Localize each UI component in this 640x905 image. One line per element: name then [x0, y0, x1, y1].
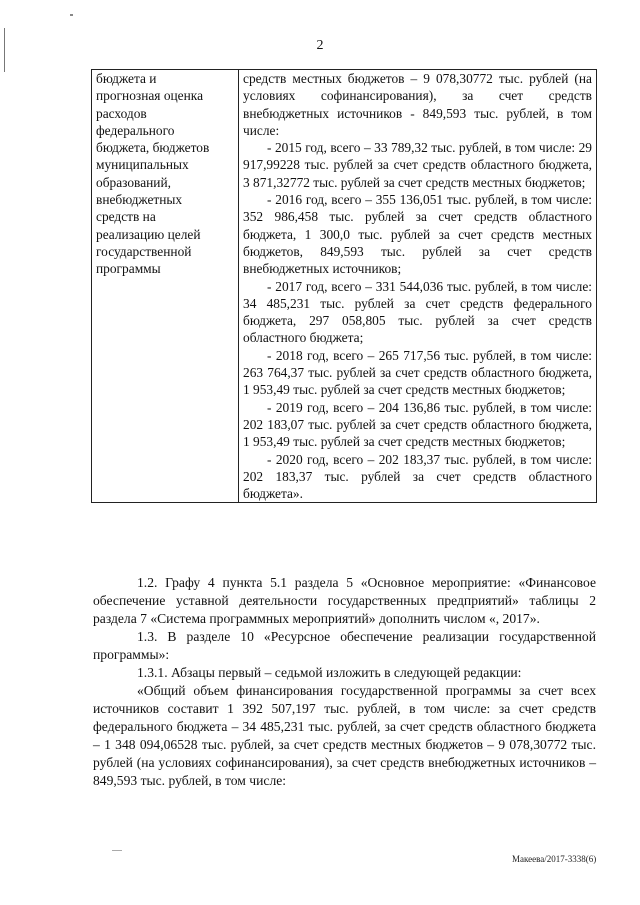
label-line: муниципальных [96, 157, 189, 173]
label-line: государственной [96, 243, 192, 259]
funding-sources-text: средств местных бюджетов – 9 078,30772 тыс. рублей (на условиях софинансирования), за счет средств внебюджетных источников - 849,593 тыс. рублей, в том числе: [243, 71, 592, 138]
label-line: внебюджетных [96, 192, 183, 208]
funding-year-2019: - 2019 год, всего – 204 136,86 тыс. рублей, в том числе: 202 183,07 тыс. рублей за счет средств областного бюджета, 1 953,49 тыс. рублей за счет средств местных бюджетов; [243, 399, 592, 450]
funding-year-2020: - 2020 год, всего – 202 183,37 тыс. рублей, в том числе: 202 183,37 тыс. рублей за счет средств областного бюджета». [243, 451, 592, 502]
funding-year-2016: - 2016 год, всего – 355 136,051 тыс. рублей, в том числе: 352 986,458 тыс. рублей за счет средств областного бюджета, 1 300,0 тыс. рублей за счет средств местных бюджетов, 849,593 тыс. рублей за счет средств внебюджетных источников; [243, 192, 592, 277]
paragraph-1-3-1: 1.3.1. Абзацы первый – седьмой изложить в следующей редакции: [137, 665, 522, 680]
paragraph-total-funding: «Общий объем финансирования государственной программы за счет всех источников составит 1 392 507,197 тыс. рублей, в том числе: за счет средств федерального бюджета – 34 485,231 тыс. рублей, за счет средств областного бюджета – 1 348 094,06528 тыс. рублей, за счет средств местных бюджетов – 9 078,30772 тыс. рублей (на условиях софинансирования), за счет средств внебюджетных источников – 849,593 тыс. рублей, в том числе: [93, 683, 596, 788]
label-line: расходов [96, 105, 147, 121]
body-text [93, 574, 596, 790]
label-line: образований, [96, 174, 171, 190]
page-number: 2 [316, 38, 324, 53]
funding-year-2017: - 2017 год, всего – 331 544,036 тыс. рублей, в том числе: 34 485,231 тыс. рублей за счет средств федерального бюджета, 297 058,805 тыс. рублей за счет средств областного бюджета; [243, 278, 592, 346]
label-line: программы [96, 261, 161, 277]
paragraph-1-3: 1.3. В разделе 10 «Ресурсное обеспечение реализации государственной программы»: [93, 629, 596, 662]
funding-year-2018: - 2018 год, всего – 265 717,56 тыс. рублей, в том числе: 263 764,37 тыс. рублей за счет средств областного бюджета, 1 953,49 тыс. рублей за счет средств местных бюджетов; [243, 347, 592, 398]
table-value-cell [239, 70, 597, 503]
paragraph-1-2: 1.2. Графу 4 пункта 5.1 раздела 5 «Основное мероприятие: «Финансовое обеспечение уставной деятельности государственных предприятий» таблицы 2 раздела 7 «Система программных мероприятий» дополнить числом «, 2017». [93, 575, 596, 626]
funding-table [91, 69, 597, 503]
table-label-cell [92, 70, 239, 503]
label-line: бюджета и [96, 71, 157, 86]
scan-dash-mark [112, 850, 122, 851]
table-row [92, 70, 597, 503]
label-line: бюджета, бюджетов [96, 140, 210, 156]
funding-year-2015: - 2015 год, всего – 33 789,32 тыс. рублей, в том числе: 29 917,99228 тыс. рублей за счет средств областного бюджета, 3 871,32772 тыс. рублей за счет средств местных бюджетов; [243, 140, 592, 190]
document-code: Макеева/2017-3338(6) [512, 854, 597, 864]
label-line: реализацию целей [96, 226, 201, 242]
label-line: средств на [96, 209, 156, 225]
scan-dot [70, 14, 73, 16]
label-line: прогнозная оценка [96, 88, 204, 104]
label-line: федерального [96, 122, 175, 138]
